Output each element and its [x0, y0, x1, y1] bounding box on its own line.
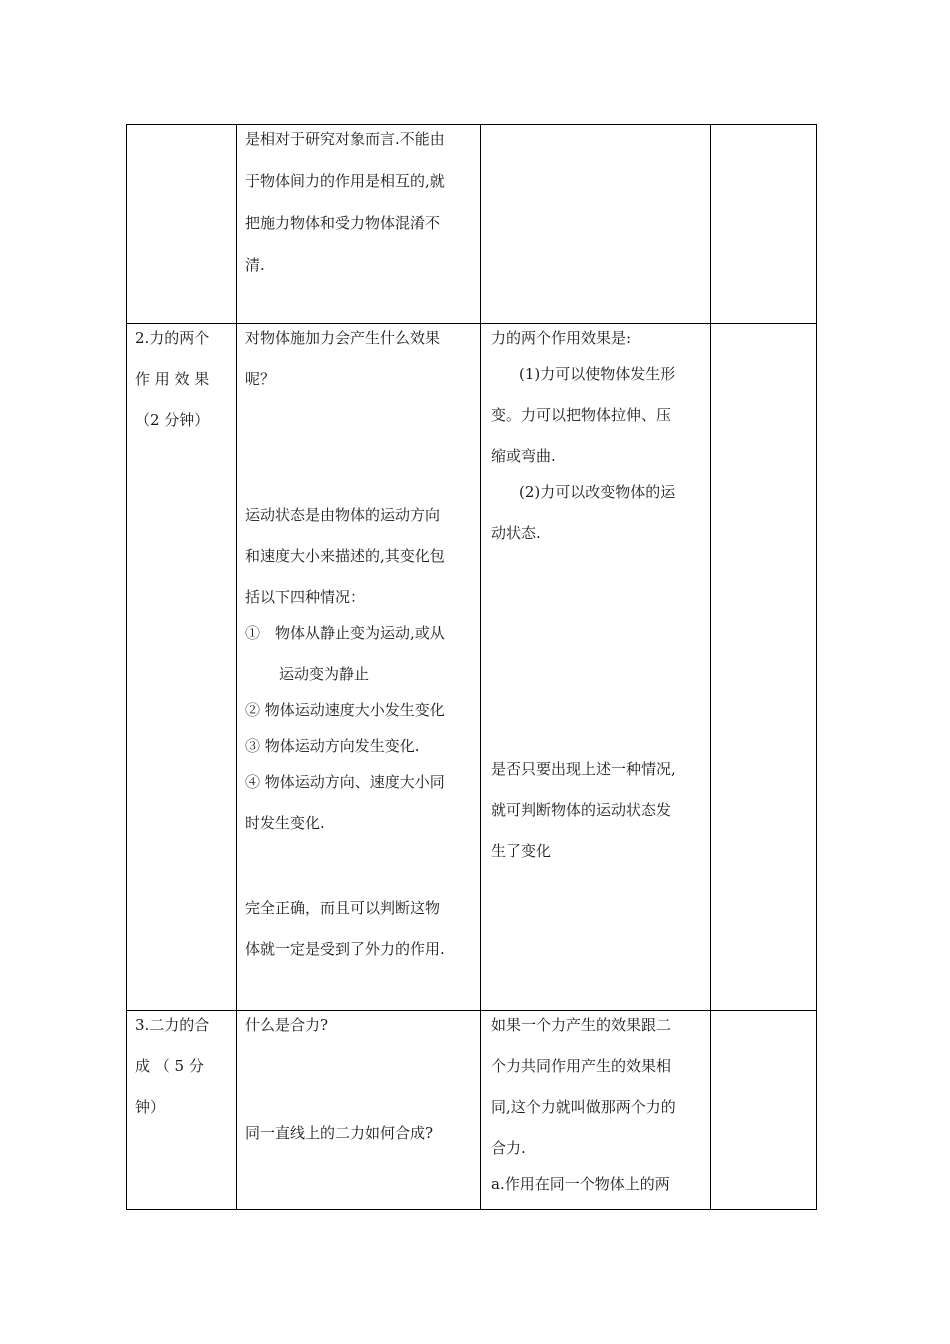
text-line: 同,这个力就叫做那两个力的: [491, 1098, 676, 1116]
text-line: 力的两个作用效果是:: [491, 329, 632, 347]
text-line: 运动状态是由物体的运动方向: [245, 506, 441, 524]
list-item: ① 物体从静止变为运动,或从: [245, 624, 445, 642]
text-line: 把施力物体和受力物体混淆不: [245, 214, 441, 232]
list-item: ④ 物体运动方向、速度大小同: [245, 773, 445, 791]
list-item-continuation: 时发生变化.: [245, 814, 325, 832]
stage-cell: [127, 125, 237, 324]
text-line: a.作用在同一个物体上的两: [491, 1175, 670, 1193]
stage-cell: [127, 324, 237, 1011]
stage-title: 3.二力的合: [135, 1016, 210, 1034]
text-line: 和速度大小来描述的,其变化包: [245, 547, 445, 565]
list-item: ③ 物体运动方向发生变化.: [245, 737, 420, 755]
notes-cell: [711, 125, 817, 324]
text-line: 就可判断物体的运动状态发: [491, 801, 672, 819]
text-line: 对物体施加力会产生什么效果: [245, 329, 441, 347]
text-line: 清.: [245, 256, 265, 274]
text-line: 个力共同作用产生的效果相: [491, 1057, 672, 1075]
text-line: 呢？: [245, 370, 276, 388]
text-line: 合力.: [491, 1139, 526, 1157]
text-line: 同一直线上的二力如何合成?: [245, 1124, 434, 1142]
text-line: 于物体间力的作用是相互的,就: [245, 172, 445, 190]
teacher-activity-cell: [237, 1011, 481, 1210]
student-activity-cell: [481, 1011, 711, 1210]
stage-cell: [127, 1011, 237, 1210]
text-line: (1)力可以使物体发生形: [519, 365, 676, 383]
table-row: [127, 1011, 817, 1210]
text-line: 体就一定是受到了外力的作用.: [245, 940, 445, 958]
stage-title: 成 （ 5 分: [135, 1057, 204, 1075]
text-line: 括以下四种情况：: [245, 588, 366, 606]
stage-title: 2.力的两个: [135, 329, 210, 347]
student-activity-cell: [481, 125, 711, 324]
text-line: 是否只要出现上述一种情况,: [491, 760, 676, 778]
text-line: 缩或弯曲.: [491, 447, 556, 465]
text-line: (2)力可以改变物体的运: [519, 483, 676, 501]
teacher-activity-cell: [237, 125, 481, 324]
text-line: 完全正确，而且可以判断这物: [245, 899, 441, 917]
table-row: [127, 324, 817, 1011]
text-line: 生了变化: [491, 842, 552, 860]
table-row: [127, 125, 817, 324]
notes-cell: [711, 1011, 817, 1210]
notes-cell: [711, 324, 817, 1011]
stage-title: 作 用 效 果: [135, 370, 210, 388]
list-item-continuation: 运动变为静止: [279, 665, 370, 683]
lesson-plan-table: [126, 124, 817, 1210]
text-line: 变。力可以把物体拉伸、压: [491, 406, 672, 424]
stage-duration: 钟）: [135, 1098, 166, 1116]
text-line: 是相对于研究对象而言.不能由: [245, 130, 445, 148]
stage-duration: （2 分钟）: [135, 411, 210, 429]
list-item: ② 物体运动速度大小发生变化: [245, 701, 445, 719]
teacher-activity-cell: [237, 324, 481, 1011]
text-line: 如果一个力产生的效果跟二: [491, 1016, 672, 1034]
text-line: 动状态.: [491, 524, 541, 542]
student-activity-cell: [481, 324, 711, 1011]
text-line: 什么是合力?: [245, 1016, 329, 1034]
